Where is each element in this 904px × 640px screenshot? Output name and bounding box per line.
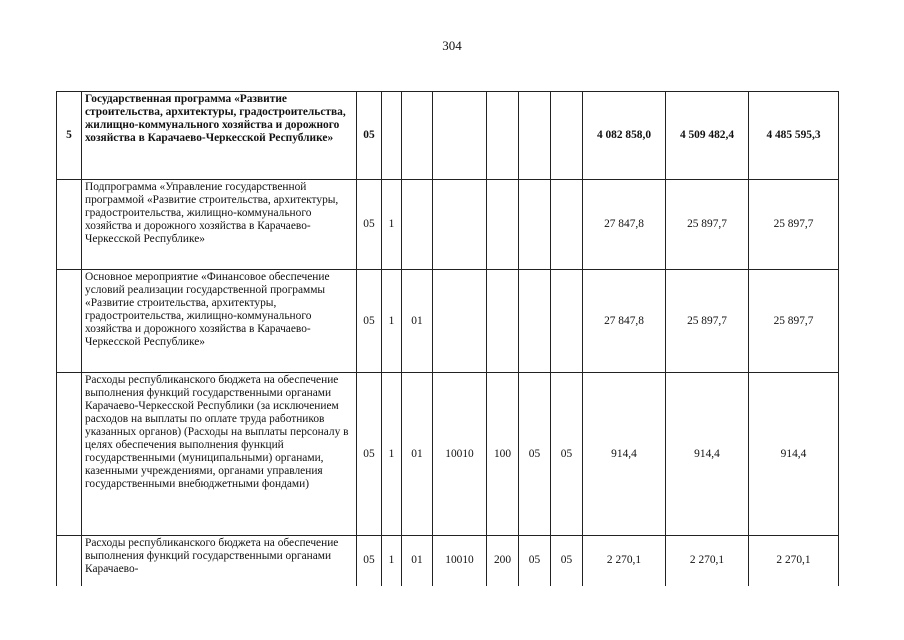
amount-year-2: 4 509 482,4 — [666, 92, 749, 180]
table-row — [57, 270, 839, 373]
code-program: 05 — [357, 373, 382, 536]
row-name: Основное мероприятие «Финансовое обеспечение условий реализации государственной программы «Развитие строительства, архитектуры, градостроительства, жилищно-коммунального хозяйства и дорожного хозяйства в Карачаево-Черкесской Республике» — [82, 270, 357, 373]
code-subsection: 05 — [551, 536, 583, 586]
row-number — [57, 270, 82, 373]
code-activity: 01 — [402, 536, 433, 586]
amount-year-2: 25 897,7 — [666, 180, 749, 270]
amount-year-1: 27 847,8 — [583, 180, 666, 270]
amount-year-2: 25 897,7 — [666, 270, 749, 373]
code-subsection — [551, 180, 583, 270]
budget-table — [56, 91, 839, 586]
amount-year-1: 914,4 — [583, 373, 666, 536]
code-section: 05 — [519, 373, 551, 536]
code-direction: 10010 — [433, 373, 487, 536]
code-program: 05 — [357, 92, 382, 180]
code-section: 05 — [519, 536, 551, 586]
amount-year-1: 27 847,8 — [583, 270, 666, 373]
code-subsection — [551, 92, 583, 180]
code-direction — [433, 92, 487, 180]
code-section — [519, 92, 551, 180]
amount-year-1: 2 270,1 — [583, 536, 666, 586]
code-direction: 10010 — [433, 536, 487, 586]
code-subprogram: 1 — [382, 536, 402, 586]
code-subprogram: 1 — [382, 373, 402, 536]
code-subsection — [551, 270, 583, 373]
code-activity — [402, 180, 433, 270]
amount-year-3: 2 270,1 — [749, 536, 839, 586]
table-row — [57, 373, 839, 536]
table-row — [57, 92, 839, 180]
amount-year-2: 2 270,1 — [666, 536, 749, 586]
row-number: 5 — [57, 92, 82, 180]
code-subprogram: 1 — [382, 180, 402, 270]
row-name: Расходы республиканского бюджета на обеспечение выполнения функций государственными органами Карачаево-Черкесской Республики (за исключением расходов на выплаты по оплате труда работников указанных органов) (Расходы на выплаты персоналу в целях обеспечения выполнения функций государственными (муниципальными) органами, казенными учреждениями, органами управления государственными внебюджетными фондами) — [82, 373, 357, 536]
amount-year-3: 914,4 — [749, 373, 839, 536]
code-subprogram: 1 — [382, 270, 402, 373]
amount-year-3: 4 485 595,3 — [749, 92, 839, 180]
code-expense-type: 200 — [487, 536, 519, 586]
row-number — [57, 373, 82, 536]
code-expense-type — [487, 92, 519, 180]
table-row — [57, 180, 839, 270]
table-row — [57, 536, 839, 586]
code-activity — [402, 92, 433, 180]
code-direction — [433, 270, 487, 373]
code-direction — [433, 180, 487, 270]
code-expense-type — [487, 270, 519, 373]
code-expense-type — [487, 180, 519, 270]
amount-year-3: 25 897,7 — [749, 270, 839, 373]
code-subprogram — [382, 92, 402, 180]
row-number — [57, 536, 82, 586]
code-section — [519, 270, 551, 373]
code-program: 05 — [357, 536, 382, 586]
code-program: 05 — [357, 180, 382, 270]
amount-year-3: 25 897,7 — [749, 180, 839, 270]
row-name: Расходы республиканского бюджета на обеспечение выполнения функций государственными органами Карачаево- — [82, 536, 357, 586]
amount-year-1: 4 082 858,0 — [583, 92, 666, 180]
row-number — [57, 180, 82, 270]
row-name: Государственная программа «Развитие строительства, архитектуры, градостроительства, жилищно-коммунального хозяйства и дорожного хозяйства в Карачаево-Черкесской Республике» — [82, 92, 357, 180]
code-activity: 01 — [402, 270, 433, 373]
page-number: 304 — [442, 38, 462, 53]
code-expense-type: 100 — [487, 373, 519, 536]
code-program: 05 — [357, 270, 382, 373]
row-name: Подпрограмма «Управление государственной программой «Развитие строительства, архитектуры, градостроительства, жилищно-коммунального хозяйства и дорожного хозяйства в Карачаево-Черкесской Республике» — [82, 180, 357, 270]
code-subsection: 05 — [551, 373, 583, 536]
code-section — [519, 180, 551, 270]
code-activity: 01 — [402, 373, 433, 536]
amount-year-2: 914,4 — [666, 373, 749, 536]
